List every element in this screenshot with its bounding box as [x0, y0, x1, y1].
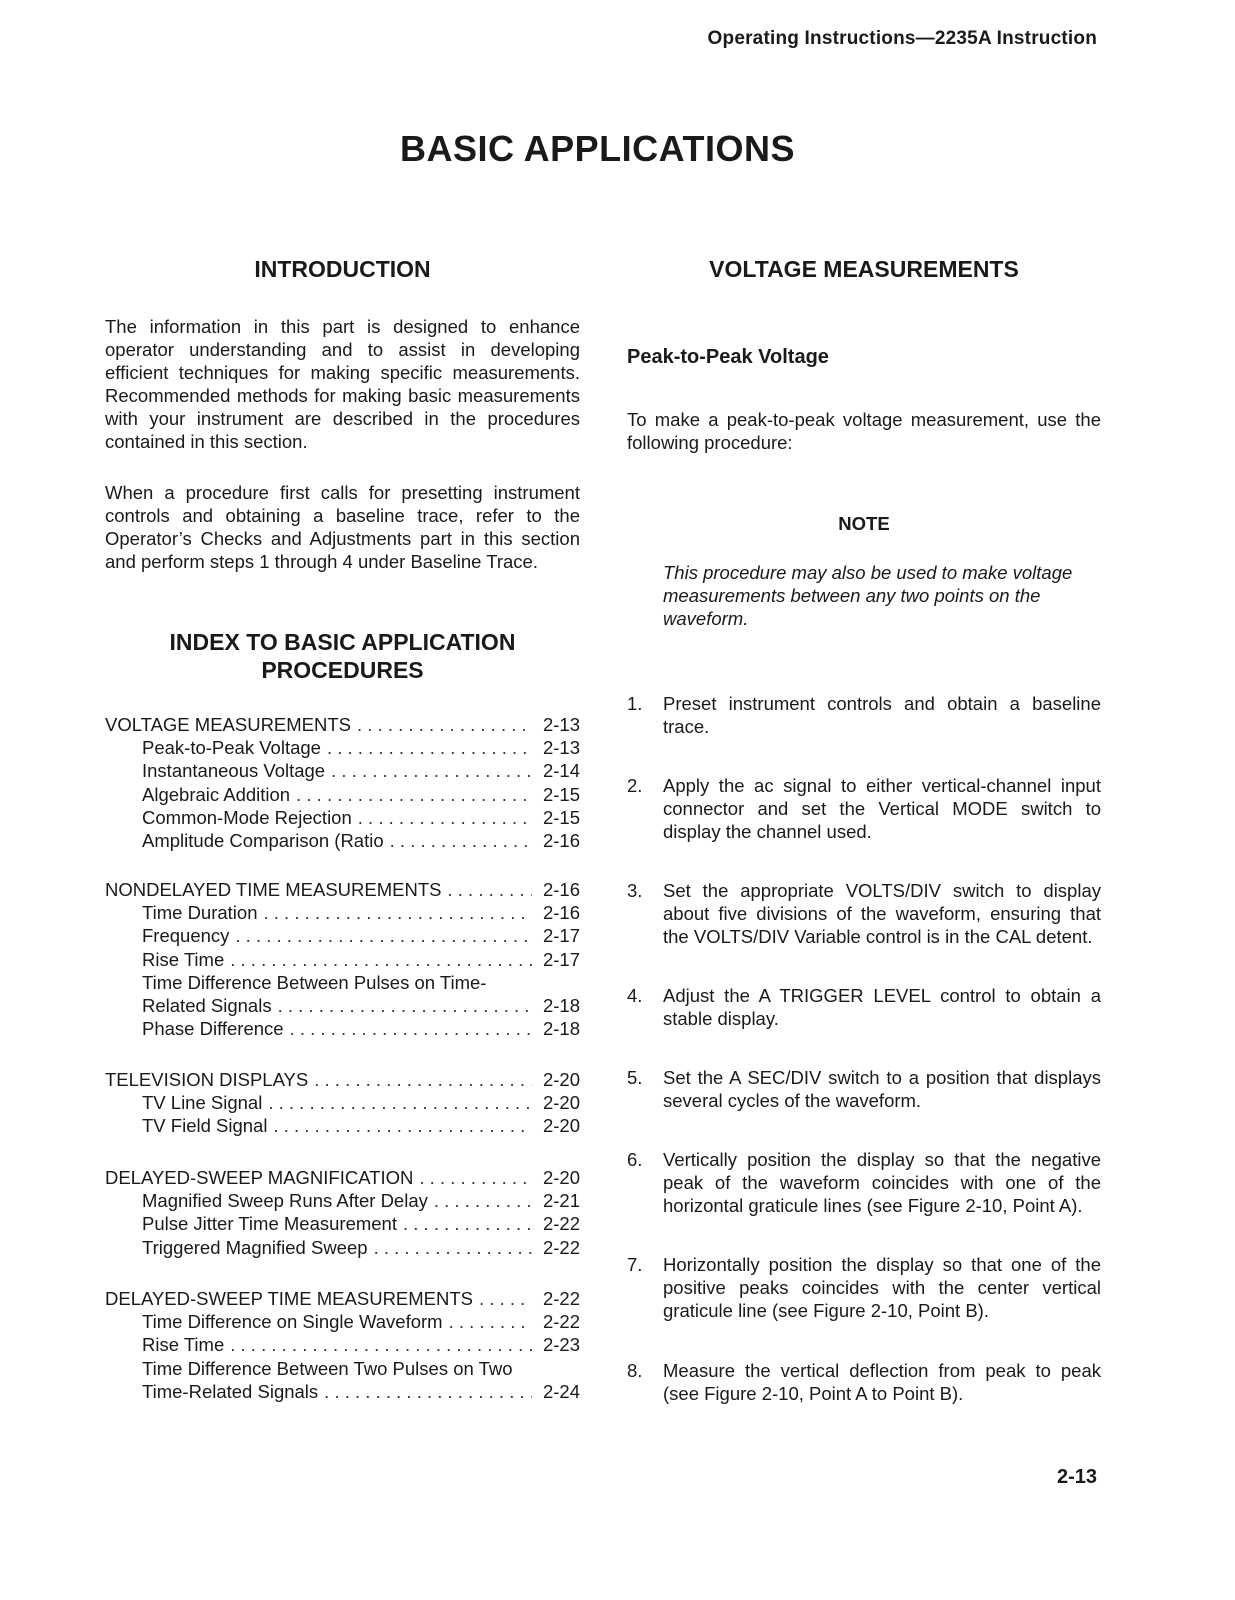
index-entry-page: 2-21	[542, 1190, 580, 1212]
step-number: 5.	[627, 1067, 643, 1088]
step-text: Preset instrument controls and obtain a baseline trace.	[663, 693, 1101, 737]
dot-leader	[374, 1236, 532, 1259]
dot-leader	[278, 994, 532, 1017]
index-entry-label: Rise Time	[142, 1334, 225, 1356]
index-entry	[105, 901, 580, 924]
page-title: BASIC APPLICATIONS	[399, 128, 795, 169]
dot-leader	[296, 783, 532, 806]
dot-leader	[264, 901, 533, 924]
index-group-delayed-time	[105, 1287, 580, 1403]
index-entry	[105, 1236, 580, 1259]
index-entry-label: TELEVISION DISPLAYS	[105, 1069, 309, 1090]
procedure-step	[627, 879, 1101, 948]
procedure-step	[627, 1253, 1101, 1322]
index-entry-page: 2-20	[542, 1167, 580, 1188]
step-text: Apply the ac signal to either vertical-channel input connector and set the Vertical MODE switch to display the channel used.	[663, 775, 1101, 842]
introduction-paragraph-2: When a procedure first calls for presetting instrument controls and obtaining a baseline trace, refer to the Operator’s Checks and Adjustments part in this section and perform steps 1 through 4 under Baseline Trace.	[105, 482, 580, 572]
index-entry	[105, 971, 580, 994]
dot-leader	[357, 713, 532, 736]
index-entry-label: Common-Mode Rejection	[142, 806, 352, 828]
index-entry	[105, 759, 580, 782]
index-entry-label: Rise Time	[142, 948, 225, 970]
index-entry-label: Related Signals	[142, 994, 272, 1016]
peak-to-peak-subheading: Peak-to-Peak Voltage	[627, 346, 829, 368]
index-entry	[105, 1380, 580, 1403]
index-entry-label: Magnified Sweep Runs After Delay	[142, 1190, 428, 1212]
index-entry-page: 2-20	[542, 1115, 580, 1137]
index-group-delayed-magnification	[105, 1166, 580, 1259]
procedure-step	[627, 1148, 1101, 1217]
index-entry-label: Amplitude Comparison (Ratio	[142, 829, 384, 851]
index-entry-label: TV Line Signal	[142, 1092, 263, 1114]
introduction-paragraph-1: The information in this part is designed to enhance operator understanding and to assist in developing efficient techniques for making specific measurements. Recommended methods for making basic measurements with your instrument are described in the procedures contained in this section.	[105, 316, 580, 452]
index-entry-label: Peak-to-Peak Voltage	[142, 737, 321, 759]
index-entry-page: 2-13	[542, 714, 580, 735]
index-entry-page: 2-17	[542, 925, 580, 947]
index-entry-page: 2-13	[542, 737, 580, 759]
index-heading	[105, 628, 580, 684]
index-entry-page: 2-15	[542, 806, 580, 828]
voltage-measurements-heading: VOLTAGE MEASUREMENTS	[709, 256, 1019, 282]
index-entry-page: 2-16	[542, 879, 580, 900]
step-number: 8.	[627, 1360, 643, 1381]
index-entry	[105, 1333, 580, 1356]
index-entry-label: Time Difference Between Two Pulses on Two	[142, 1357, 513, 1379]
dot-leader	[324, 1380, 532, 1403]
index-entry	[105, 948, 580, 971]
index-entry-page: 2-22	[542, 1236, 580, 1258]
step-number: 4.	[627, 985, 643, 1006]
index-entry-page: 2-24	[542, 1380, 580, 1402]
dot-leader	[358, 806, 532, 829]
note-text: This procedure may also be used to make voltage measurements between any two points on the waveform.	[663, 562, 1073, 629]
introduction-heading: INTRODUCTION	[254, 256, 431, 282]
index-entry-label: NONDELAYED TIME MEASUREMENTS	[105, 879, 442, 900]
index-entry	[105, 1166, 580, 1189]
step-text: Set the appropriate VOLTS/DIV switch to display about five divisions of the waveform, ensuring that the VOLTS/DIV Variable control is in the CAL detent.	[663, 880, 1101, 947]
index-entry-page: 2-20	[542, 1092, 580, 1114]
index-entry-label: VOLTAGE MEASUREMENTS	[105, 714, 352, 735]
index-entry-label: DELAYED-SWEEP TIME MEASUREMENTS	[105, 1288, 474, 1309]
index-entry-page: 2-15	[542, 783, 580, 805]
index-entry-label: Algebraic Addition	[142, 783, 291, 805]
index-entry-page: 2-16	[542, 902, 580, 924]
step-text: Set the A SEC/DIV switch to a position that displays several cycles of the waveform.	[663, 1067, 1101, 1111]
procedure-step	[627, 1066, 1101, 1112]
index-entry-label: Time-Related Signals	[142, 1380, 319, 1402]
index-entry	[105, 1017, 580, 1040]
step-number: 6.	[627, 1149, 643, 1170]
dot-leader	[403, 1212, 532, 1235]
index-entry-label: Frequency	[142, 925, 230, 947]
index-entry-page: 2-18	[542, 994, 580, 1016]
index-entry	[105, 1357, 580, 1380]
procedure-step	[627, 1359, 1101, 1405]
procedure-step	[627, 774, 1101, 843]
index-entry	[105, 1068, 580, 1091]
note-label: NOTE	[838, 513, 890, 534]
dot-leader	[449, 1310, 532, 1333]
step-number: 2.	[627, 775, 643, 796]
index-entry	[105, 713, 580, 736]
index-entry-page: 2-20	[542, 1069, 580, 1090]
dot-leader	[290, 1017, 532, 1040]
index-entry	[105, 1189, 580, 1212]
index-entry	[105, 878, 580, 901]
index-entry-label: Phase Difference	[142, 1018, 284, 1040]
dot-leader	[327, 736, 532, 759]
index-group-voltage	[105, 713, 580, 852]
dot-leader	[331, 759, 532, 782]
procedure-step	[627, 984, 1101, 1030]
step-number: 1.	[627, 693, 643, 714]
procedure-intro: To make a peak-to-peak voltage measurement, use the following procedure:	[627, 409, 1101, 453]
index-entry	[105, 1091, 580, 1114]
dot-leader	[390, 829, 532, 852]
dot-leader	[447, 878, 532, 901]
index-entry	[105, 736, 580, 759]
dot-leader	[434, 1189, 532, 1212]
dot-leader	[314, 1068, 532, 1091]
procedure-step	[627, 692, 1101, 738]
index-entry	[105, 994, 580, 1017]
step-number: 7.	[627, 1254, 643, 1275]
dot-leader	[273, 1114, 532, 1137]
step-number: 3.	[627, 880, 643, 901]
index-entry	[105, 1114, 580, 1137]
index-group-television	[105, 1068, 580, 1138]
index-entry-label: Instantaneous Voltage	[142, 760, 326, 782]
step-text: Measure the vertical deflection from peak to peak (see Figure 2-10, Point A to Point B).	[663, 1360, 1101, 1404]
index-entry-label: Time Duration	[142, 902, 258, 924]
index-entry-page: 2-22	[542, 1311, 580, 1333]
index-entry	[105, 829, 580, 852]
index-entry-page: 2-17	[542, 948, 580, 970]
index-entry	[105, 1310, 580, 1333]
index-entry	[105, 783, 580, 806]
index-entry	[105, 924, 580, 947]
running-header: Operating Instructions—2235A Instruction	[707, 28, 1097, 49]
index-heading-line-1: INDEX TO BASIC APPLICATION	[169, 629, 516, 655]
dot-leader	[268, 1091, 532, 1114]
index-entry-label: Triggered Magnified Sweep	[142, 1236, 368, 1258]
index-entry-page: 2-14	[542, 760, 580, 782]
index-entry-page: 2-16	[542, 829, 580, 851]
index-group-nondelayed	[105, 878, 580, 1040]
index-entry	[105, 806, 580, 829]
dot-leader	[235, 924, 532, 947]
dot-leader	[479, 1287, 532, 1310]
index-heading-line-2: PROCEDURES	[261, 657, 424, 683]
index-entry	[105, 1287, 580, 1310]
index-entry-label: TV Field Signal	[142, 1115, 268, 1137]
index-entry-page: 2-18	[542, 1018, 580, 1040]
index-entry	[105, 1212, 580, 1235]
index-entry-label: Pulse Jitter Time Measurement	[142, 1213, 397, 1235]
step-text: Vertically position the display so that the negative peak of the waveform coincides with one of the horizontal graticule lines (see Figure 2-10, Point A).	[663, 1149, 1101, 1216]
page-number: 2-13	[1056, 1466, 1097, 1488]
index-entry-label: Time Difference on Single Waveform	[142, 1311, 443, 1333]
step-text: Adjust the A TRIGGER LEVEL control to obtain a stable display.	[663, 985, 1101, 1029]
dot-leader	[230, 1333, 532, 1356]
step-text: Horizontally position the display so that one of the positive peaks coincides with the center vertical graticule line (see Figure 2-10, Point B).	[663, 1254, 1101, 1321]
dot-leader	[419, 1166, 532, 1189]
index-entry-label: Time Difference Between Pulses on Time-	[142, 971, 487, 993]
index-entry-page: 2-23	[542, 1334, 580, 1356]
index-entry-page: 2-22	[542, 1288, 580, 1309]
index-entry-page: 2-22	[542, 1213, 580, 1235]
index-entry-label: DELAYED-SWEEP MAGNIFICATION	[105, 1167, 414, 1188]
dot-leader	[230, 948, 532, 971]
